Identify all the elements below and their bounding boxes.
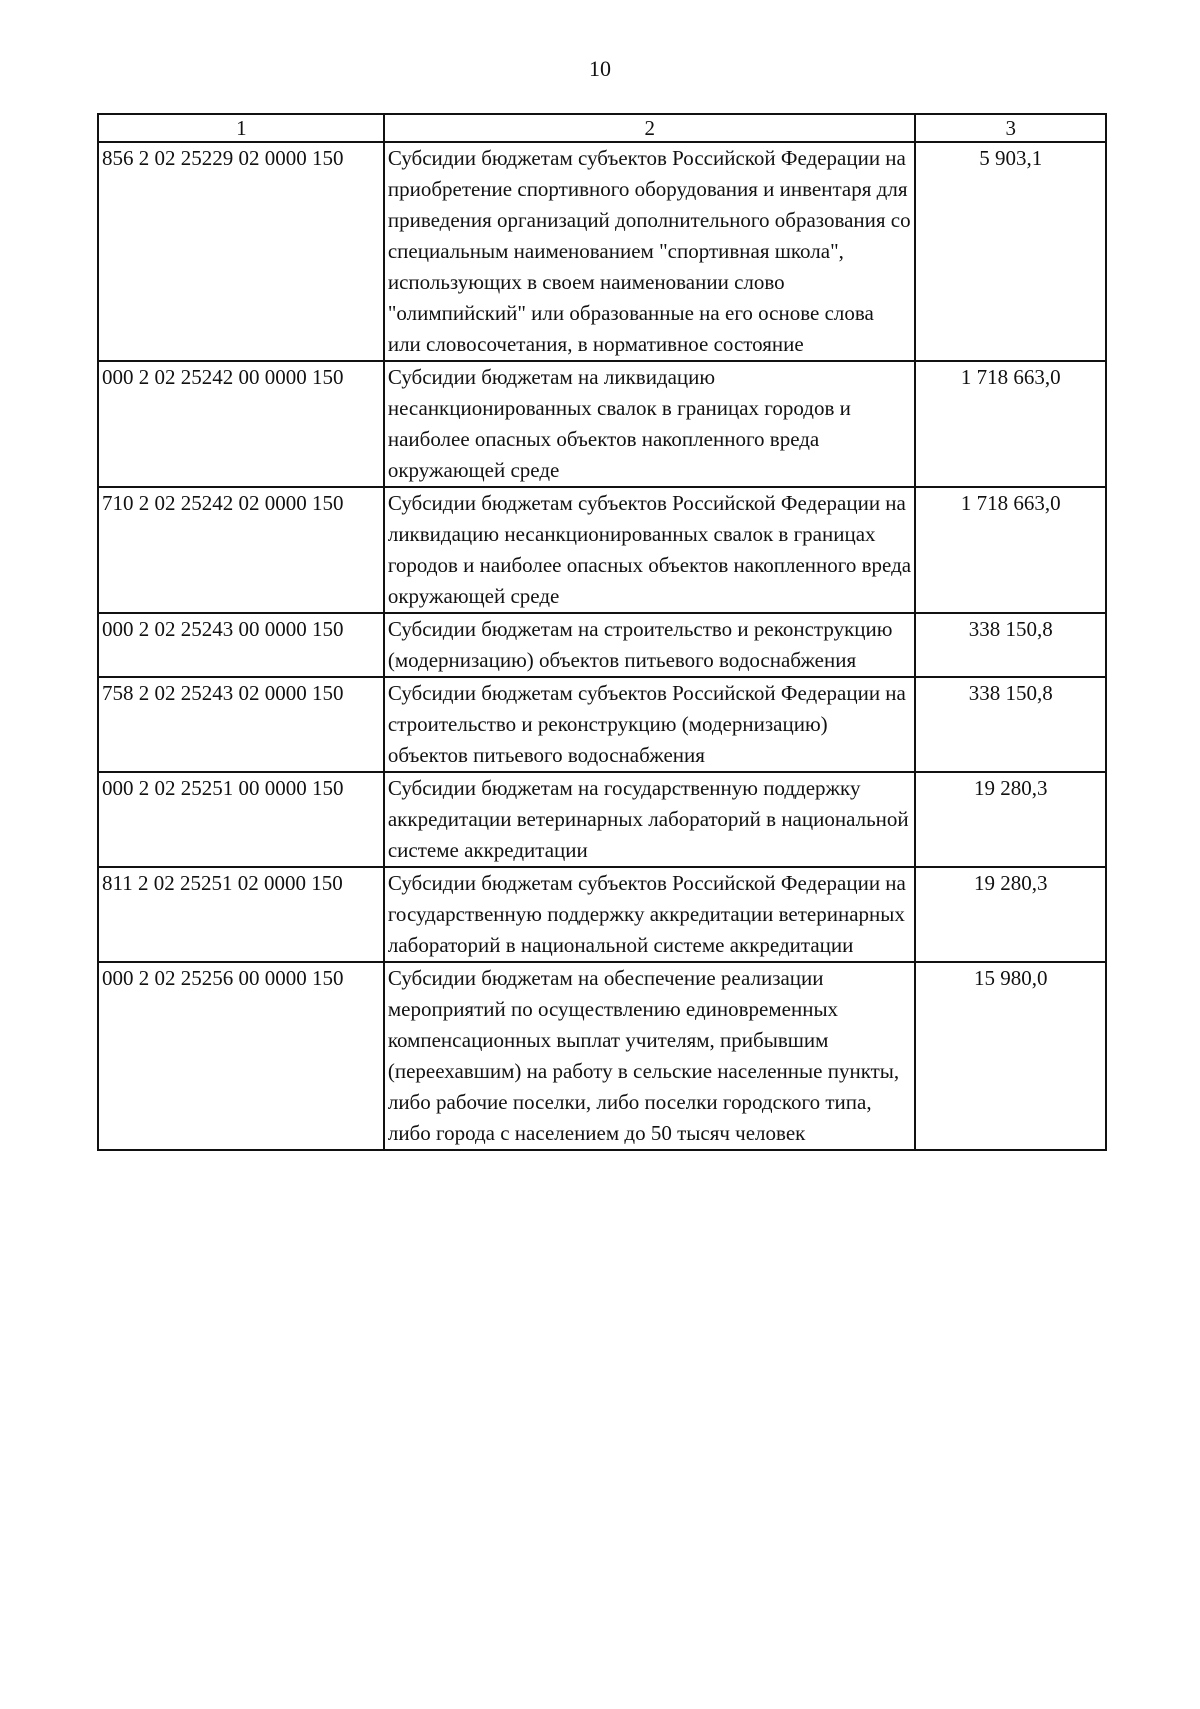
amount-cell: 1 718 663,0 (915, 487, 1106, 613)
budget-code-cell: 000 2 02 25242 00 0000 150 (98, 361, 384, 487)
table-row (98, 361, 1106, 487)
table-row (98, 142, 1106, 361)
budget-code-cell: 000 2 02 25243 00 0000 150 (98, 613, 384, 677)
amount-cell: 15 980,0 (915, 962, 1106, 1150)
amount-cell: 19 280,3 (915, 867, 1106, 962)
description-cell: Субсидии бюджетам субъектов Российской Федерации на приобретение спортивного оборудования и инвентаря для приведения организаций дополнительного образования со специальным наименованием "спортивная школа", использующих в своем наименовании слово "олимпийский" или образованные на его основе слова или словосочетания, в нормативное состояние (384, 142, 915, 361)
table-row (98, 962, 1106, 1150)
amount-cell: 338 150,8 (915, 677, 1106, 772)
description-cell: Субсидии бюджетам субъектов Российской Федерации на строительство и реконструкцию (модернизацию) объектов питьевого водоснабжения (384, 677, 915, 772)
column-header-amount: 3 (915, 114, 1106, 142)
budget-code-cell: 000 2 02 25251 00 0000 150 (98, 772, 384, 867)
budget-code-cell: 710 2 02 25242 02 0000 150 (98, 487, 384, 613)
budget-code-cell: 758 2 02 25243 02 0000 150 (98, 677, 384, 772)
description-cell: Субсидии бюджетам на ликвидацию несанкционированных свалок в границах городов и наиболее опасных объектов накопленного вреда окружающей среде (384, 361, 915, 487)
budget-code-cell: 856 2 02 25229 02 0000 150 (98, 142, 384, 361)
table-row (98, 487, 1106, 613)
page-number: 10 (589, 56, 611, 81)
description-cell: Субсидии бюджетам субъектов Российской Федерации на ликвидацию несанкционированных свалок в границах городов и наиболее опасных объектов накопленного вреда окружающей среде (384, 487, 915, 613)
description-cell: Субсидии бюджетам на государственную поддержку аккредитации ветеринарных лабораторий в национальной системе аккредитации (384, 772, 915, 867)
column-header-code: 1 (98, 114, 384, 142)
budget-table (97, 113, 1107, 1151)
budget-code-cell: 000 2 02 25256 00 0000 150 (98, 962, 384, 1150)
description-cell: Субсидии бюджетам на строительство и реконструкцию (модернизацию) объектов питьевого водоснабжения (384, 613, 915, 677)
column-header-description: 2 (384, 114, 915, 142)
header-row (98, 114, 1106, 142)
table-header (98, 114, 1106, 142)
table-row (98, 867, 1106, 962)
table-row (98, 772, 1106, 867)
amount-cell: 1 718 663,0 (915, 361, 1106, 487)
amount-cell: 19 280,3 (915, 772, 1106, 867)
amount-cell: 338 150,8 (915, 613, 1106, 677)
amount-cell: 5 903,1 (915, 142, 1106, 361)
table-body (98, 142, 1106, 1150)
table-row (98, 677, 1106, 772)
description-cell: Субсидии бюджетам субъектов Российской Федерации на государственную поддержку аккредитации ветеринарных лабораторий в национальной системе аккредитации (384, 867, 915, 962)
table-row (98, 613, 1106, 677)
budget-code-cell: 811 2 02 25251 02 0000 150 (98, 867, 384, 962)
description-cell: Субсидии бюджетам на обеспечение реализации мероприятий по осуществлению единовременных компенсационных выплат учителям, прибывшим (переехавшим) на работу в сельские населенные пункты, либо рабочие поселки, либо поселки городского типа, либо города с населением до 50 тысяч человек (384, 962, 915, 1150)
